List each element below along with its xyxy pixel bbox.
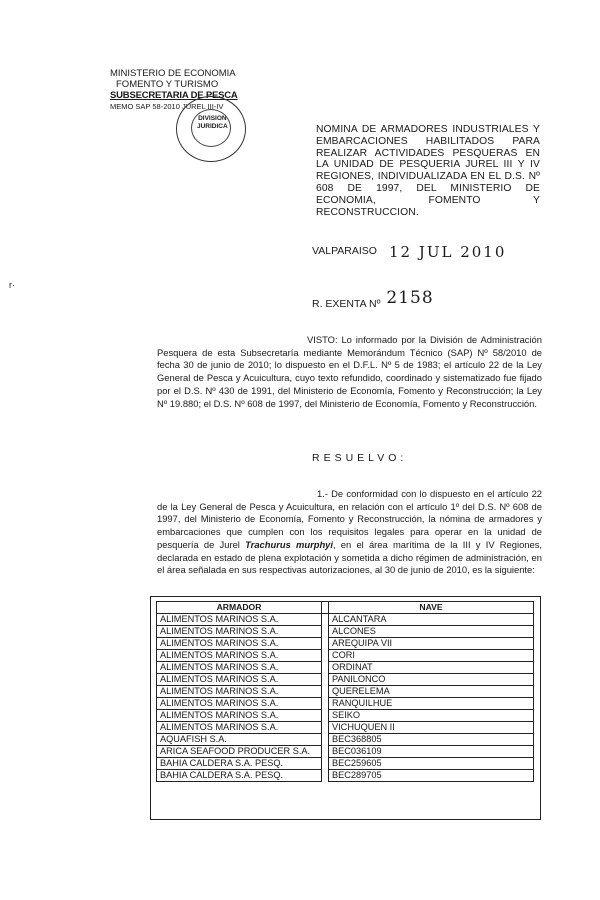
armador-cell: ALIMENTOS MARINOS S.A. [157, 722, 322, 734]
official-stamp [176, 96, 246, 162]
species-name: Trachurus murphyi [245, 538, 333, 550]
table-header-row [157, 602, 534, 614]
armador-cell: ALIMENTOS MARINOS S.A. [157, 698, 322, 710]
nave-cell: SEIKO [329, 710, 534, 722]
date-stamp: 12 JUL 2010 [388, 243, 507, 261]
column-header-nave: NAVE [329, 602, 534, 614]
table-row [157, 746, 534, 758]
nave-cell: CORI [329, 650, 534, 662]
nave-cell: BEC259605 [329, 758, 534, 770]
exenta-number: 2158 [386, 288, 434, 308]
nave-cell: ALCONES [329, 626, 534, 638]
armador-cell: ALIMENTOS MARINOS S.A. [157, 686, 322, 698]
armador-cell: ALIMENTOS MARINOS S.A. [157, 662, 322, 674]
nave-cell: VICHUQUEN II [329, 722, 534, 734]
margin-mark: r· [9, 280, 15, 290]
nave-cell: AREQUIPA VII [329, 638, 534, 650]
visto-text: Lo informado por la División de Administración Pesquera de esta Subsecretaría mediante Memorándum Técnico (SAP) Nº 58/2010 de fecha 30 de junio de 2010; lo dispuesto en el D.F.L. Nº 5 de 1983; el artículo 22 de la Ley General de Pesca y Acuicultura, cuyo texto refundido, coordinado y sistematizado fue fijado por el D.S. Nº 430 de 1991, del Ministerio de Economía, Fomento y Reconstrucción; la Ley Nº 19.880; el D.S. Nº 608 de 1997, del Ministerio de Economía, Fomento y Reconstrucción. [157, 334, 542, 409]
memo-reference: MEMO SAP 58-2010 JUREL III-IV [110, 102, 224, 111]
nave-cell: BEC036109 [329, 746, 534, 758]
column-gap [322, 638, 329, 650]
stamp-line-division: DIVISION [198, 115, 227, 122]
armador-cell: ALIMENTOS MARINOS S.A. [157, 638, 322, 650]
armador-cell: ALIMENTOS MARINOS S.A. [157, 614, 322, 626]
table-row [157, 650, 534, 662]
stamp-text [197, 115, 228, 131]
resolution-paragraph-1 [157, 488, 542, 577]
table-row [157, 626, 534, 638]
paragraph-1-text-a: 1.- De conformidad con lo dispuesto en el artículo 22 de la Ley General de Pesca y Acuicultura, en relación con el artículo 1º del D.S. Nº 608 de 1997, del Ministerio de Economía, Fomento y Reconstrucción, la nómina de armadores y embarcaciones que cumplen con los requisitos legales para operar en la unidad de pesquería de Jurel [157, 488, 542, 550]
ministry-subline: FOMENTO Y TURISMO [116, 79, 219, 90]
table-row [157, 734, 534, 746]
table-row [157, 698, 534, 710]
armador-cell: BAHIA CALDERA S.A. PESQ. [157, 758, 322, 770]
table-row [157, 614, 534, 626]
table-row [157, 686, 534, 698]
visto-section [157, 334, 542, 410]
column-gap [322, 626, 329, 638]
place-date [312, 240, 507, 261]
armador-cell: ALIMENTOS MARINOS S.A. [157, 710, 322, 722]
table-row [157, 662, 534, 674]
column-gap [322, 734, 329, 746]
nave-cell: RANQUILHUE [329, 698, 534, 710]
table-row [157, 758, 534, 770]
column-gap [322, 770, 329, 782]
column-gap [322, 698, 329, 710]
table-row [157, 722, 534, 734]
nave-cell: QUERELEMA [329, 686, 534, 698]
armador-cell: ALIMENTOS MARINOS S.A. [157, 626, 322, 638]
nave-cell: BEC368805 [329, 734, 534, 746]
table-body [157, 614, 534, 782]
place-label: VALPARAISO [312, 245, 377, 257]
stamp-line-juridica: JURIDICA [197, 123, 228, 130]
column-gap [322, 686, 329, 698]
column-gap [322, 746, 329, 758]
table-row [157, 770, 534, 782]
column-gap [322, 650, 329, 662]
exenta-label: R. EXENTA Nº [312, 298, 381, 310]
resolution-number [312, 288, 434, 312]
resuelvo-heading: RESUELVO: [312, 452, 408, 464]
subsecretaria-line: SUBSECRETARIA DE PESCA [110, 90, 238, 101]
vessels-table [156, 601, 534, 782]
armador-cell: AQUAFISH S.A. [157, 734, 322, 746]
armador-cell: ARICA SEAFOOD PRODUCER S.A. [157, 746, 322, 758]
column-gap [322, 602, 329, 614]
nave-cell: BEC289705 [329, 770, 534, 782]
column-header-armador: ARMADOR [157, 602, 322, 614]
table-row [157, 638, 534, 650]
nave-cell: PANILONCO [329, 674, 534, 686]
armador-cell: ALIMENTOS MARINOS S.A. [157, 650, 322, 662]
column-gap [322, 674, 329, 686]
ministry-line: MINISTERIO DE ECONOMIA [110, 68, 236, 79]
visto-lead: VISTO: [307, 334, 338, 345]
column-gap [322, 662, 329, 674]
armador-cell: ALIMENTOS MARINOS S.A. [157, 674, 322, 686]
paragraph-1-text-b: , en el área marítima de la III y IV Regiones, declarada en estado de plena explotación y sometida a dicho régimen de administración, en el área señalada en sus respectivas autorizaciones, al 30 de junio de 2010, es la siguiente: [157, 538, 542, 576]
nave-cell: ORDINAT [329, 662, 534, 674]
column-gap [322, 722, 329, 734]
table-row [157, 710, 534, 722]
table-row [157, 674, 534, 686]
document-title: NOMINA DE ARMADORES INDUSTRIALES Y EMBARCACIONES HABILITADOS PARA REALIZAR ACTIVIDADES PESQUERAS EN LA UNIDAD DE PESQUERIA JUREL III Y IV REGIONES, INDIVIDUALIZADA EN EL D.S. Nº 608 DE 1997, DEL MINISTERIO DE ECONOMIA, FOMENTO Y RECONSTRUCCION. [316, 124, 540, 218]
armador-cell: BAHIA CALDERA S.A. PESQ. [157, 770, 322, 782]
nave-cell: ALCANTARA [329, 614, 534, 626]
column-gap [322, 614, 329, 626]
column-gap [322, 758, 329, 770]
column-gap [322, 710, 329, 722]
